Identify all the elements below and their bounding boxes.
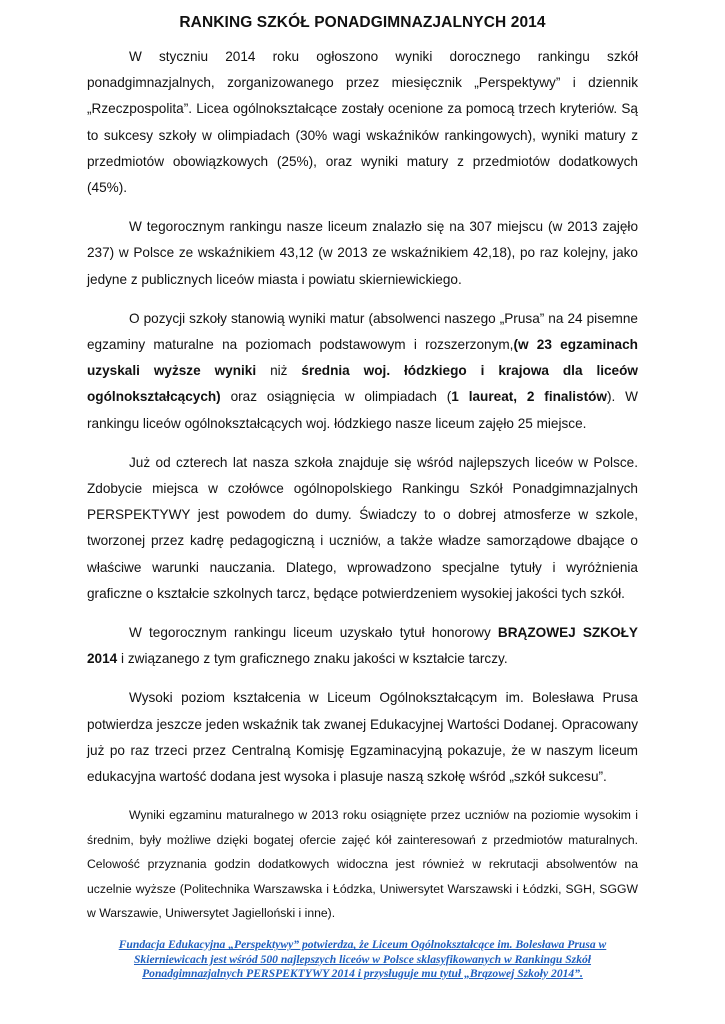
paragraph-ewd: Wysoki poziom kształcenia w Liceum Ogólnokształcącym im. Bolesława Prusa potwierdza jeszcze jeden wskaźnik tak zwanej Edukacyjnej Wartości Dodanej. Opracowany już po raz trzeci przez Centralną Komisję Egzaminacyjną pokazuje, że w naszym liceum edukacyjna wartość dodana jest wysoka i plasuje naszą szkołę wśród „szkół sukcesu”. — [87, 690, 638, 785]
paragraph-ranking-intro: W styczniu 2014 roku ogłoszono wyniki dorocznego rankingu szkół ponadgimnazjalnych, zorganizowanego przez miesięcznik „Perspektywy” i dziennik „Rzeczpospolita”. Licea ogólnokształcące zostały ocenione za pomocą trzech kryteriów. Są to sukcesy szkoły w olimpiadach (30% wagi wskaźników rankingowych), wyniki matury z przedmiotów obowiązkowych (25%), oraz wyniki matury z przedmiotów dodatkowych (45%). — [87, 49, 638, 196]
paragraph-bronze-title — [87, 620, 638, 672]
perspektywy-link[interactable]: Fundacja Edukacyjna „Perspektywy” potwierdza, że Liceum Ogólnokształcące im. Bolesława Prusa w Skierniewicach jest wśród 500 najlepszych liceów w Polsce sklasyfikowanych w Rankingu Szkół Ponadgimnazjalnych PERSPEKTYWY 2014 i przysługuje mu tytuł „Brązowej Szkoły 2014”. — [118, 938, 607, 980]
paragraph-four-years: Już od czterech lat nasza szkoła znajduje się wśród najlepszych liceów w Polsce. Zdobycie miejsca w czołówce ogólnopolskiego Rankingu Szkół Ponadgimnazjalnych PERSPEKTYWY jest powodem do dumy. Świadczy to o dobrej atmosferze w szkole, tworzonej przez kadrę pedagogiczną i uczniów, a także władze samorządowe dbające o właściwe warunki nauczania. Dlatego, wprowadzono specjalne tytuły i wyróżnienia graficzne o kształcie szkolnych tarcz, będące potwierdzeniem wysokiej jakości tych szkół. — [87, 454, 638, 601]
text-segment: W tegorocznym rankingu liceum uzyskało tytuł honorowy — [129, 625, 498, 641]
text-segment: i związanego z tym graficznego znaku jakości w kształcie tarczy. — [117, 651, 508, 667]
text-segment: oraz osiągnięcia w olimpiadach ( — [220, 389, 452, 405]
paragraph-ranking-position: W tegorocznym rankingu nasze liceum znalazło się na 307 miejscu (w 2013 zajęło 237) w Polsce ze wskaźnikiem 43,12 (w 2013 ze wskaźnikiem 42,18), po raz kolejny, jako jedyne z publicznych liceów miasta i powiatu skierniewickiego. — [87, 219, 638, 287]
text-segment: niż — [256, 363, 302, 379]
document-title: RANKING SZKÓŁ PONADGIMNAZJALNYCH 2014 — [179, 14, 546, 31]
text-segment: ). W rankingu liceów ogólnokształcących woj. łódzkiego nasze liceum zajęło 25 miejsce. — [87, 389, 638, 431]
bold-segment: (w 23 egzaminach uzyskali wyższe wyniki — [87, 337, 638, 379]
text-segment: O pozycji szkoły stanowią wyniki matur (absolwenci naszego „Prusa” na 24 pisemne egzaminy maturalne na poziomach podstawowym i rozszerzonym, — [87, 310, 638, 353]
bold-segment: BRĄZOWEJ SZKOŁY 2014 — [87, 625, 638, 667]
bold-segment: średnia woj. łódzkiego i krajowa dla liceów ogólnokształcących) — [87, 363, 638, 405]
paragraph-matura-2013: Wyniki egzaminu maturalnego w 2013 roku osiągnięte przez uczniów na poziomie wysokim i średnim, były możliwe dzięki bogatej ofercie zajęć kół zainteresowań z przedmiotów maturalnych. Celowość przyznania godzin dodatkowych widoczna jest również w rekrutacji absolwentów na uczelnie wyższe (Politechnika Warszawska i Łódzka, Uniwersytet Warszawski i Łódzki, SGH, SGGW w Warszawie, Uniwersytet Jagielloński i inne). — [87, 808, 638, 920]
paragraph-matura-results — [87, 306, 638, 437]
bold-segment: 1 laureat, 2 finalistów — [451, 389, 607, 405]
